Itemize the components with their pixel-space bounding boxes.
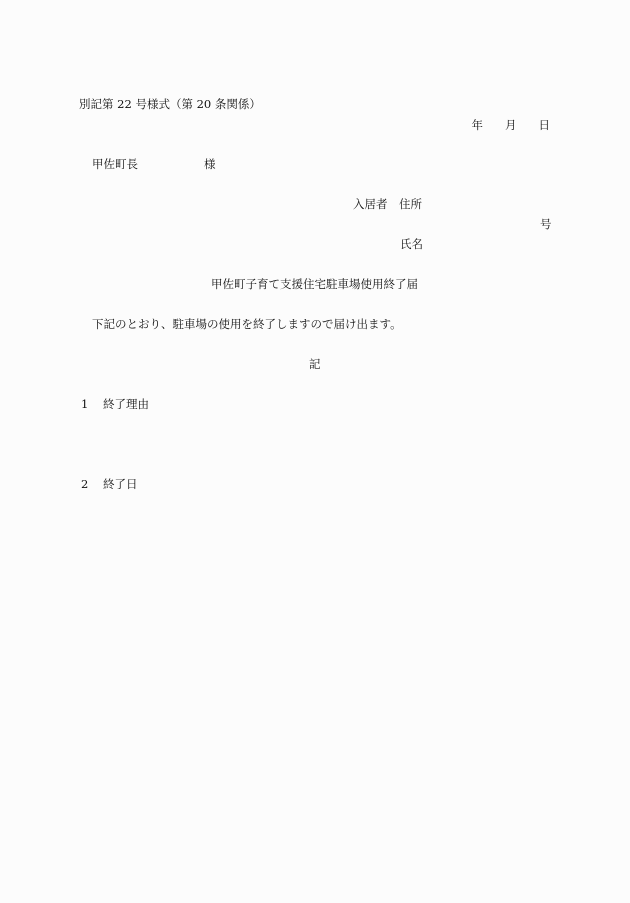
addressee-name: 甲佐町長 xyxy=(92,157,138,171)
addressee xyxy=(92,159,216,171)
date-month-label: 月 xyxy=(505,118,517,132)
item-label: 終了日 xyxy=(103,477,138,491)
date-year-label: 年 xyxy=(471,118,483,132)
item-termination-reason xyxy=(81,399,149,411)
date-line xyxy=(472,120,551,132)
form-label: 別記第 22 号様式（第 20 条関係） xyxy=(79,97,261,111)
item-number: 2 xyxy=(81,477,89,491)
address-label: 住所 xyxy=(399,197,422,211)
document-title: 甲佐町子育て支援住宅駐車場使用終了届 xyxy=(211,277,418,291)
item-termination-date xyxy=(81,479,138,491)
note-heading: 記 xyxy=(309,357,321,371)
name-label: 氏名 xyxy=(400,237,423,251)
addressee-honorific: 様 xyxy=(204,157,216,171)
date-day-label: 日 xyxy=(538,118,550,132)
item-number: 1 xyxy=(81,397,89,411)
number-label: 号 xyxy=(540,217,552,231)
item-label: 終了理由 xyxy=(103,397,149,411)
resident-label: 入居者 xyxy=(353,197,388,211)
body-text: 下記のとおり、駐車場の使用を終了しますので届け出ます。 xyxy=(92,317,402,331)
